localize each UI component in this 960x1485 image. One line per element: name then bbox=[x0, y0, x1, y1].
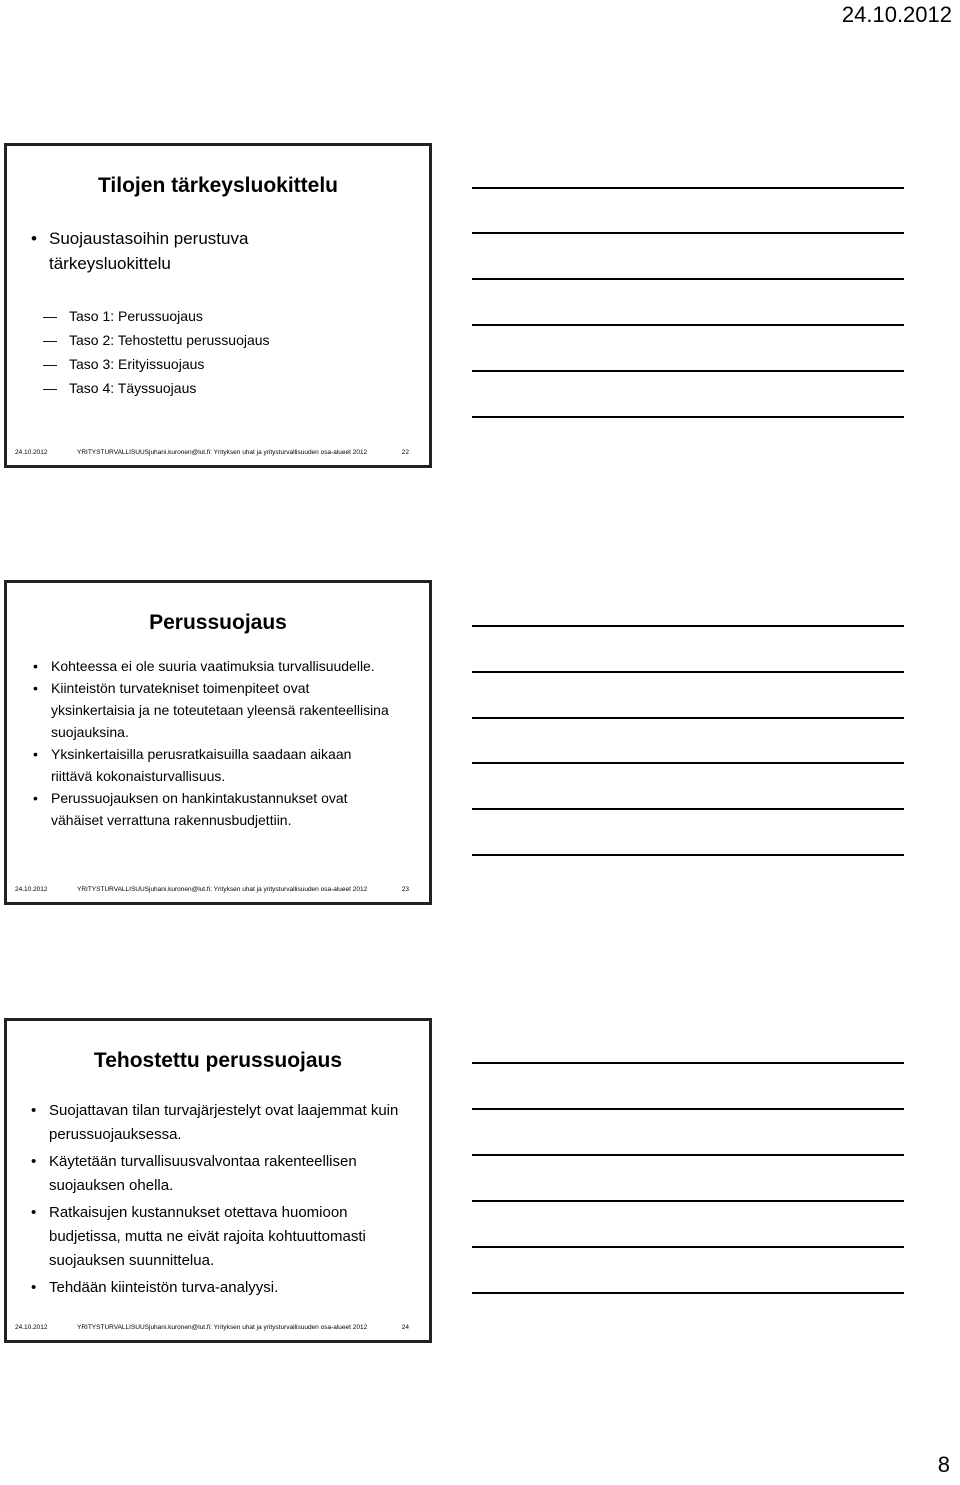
bullet-dot-icon: • bbox=[33, 790, 38, 806]
sub-item: — Taso 4: Täyssuojaus bbox=[43, 376, 270, 400]
sub-item: — Taso 2: Tehostettu perussuojaus bbox=[43, 328, 270, 352]
slide-footer bbox=[15, 449, 409, 456]
bullet-dot-icon: • bbox=[33, 658, 38, 674]
slide-title: Tehostettu perussuojaus bbox=[93, 1049, 343, 1072]
dash-icon: — bbox=[43, 356, 57, 372]
footer-text: YRITYSTURVALLISUUSjuhani.kuronen@lut.fi: Yrityksen uhat ja yritysturvallisuuden osa-alueet 2012 bbox=[77, 1324, 368, 1331]
bullet-item: • Suojattavan tilan turvajärjestelyt ovat laajemmat kuin perussuojauksessa. bbox=[31, 1099, 403, 1147]
note-line bbox=[472, 1108, 904, 1110]
bullet-dot-icon: • bbox=[31, 229, 37, 248]
note-line bbox=[472, 187, 904, 189]
bullet-item: • Yksinkertaisilla perusratkaisuilla saadaan aikaan riittävä kokonaisturvallisuus. bbox=[33, 743, 393, 787]
slide-24 bbox=[4, 1018, 432, 1343]
footer-text: YRITYSTURVALLISUUSjuhani.kuronen@lut.fi: Yrityksen uhat ja yritysturvallisuuden osa-alueet 2012 bbox=[77, 449, 368, 456]
note-line bbox=[472, 854, 904, 856]
sub-item: — Taso 3: Erityissuojaus bbox=[43, 352, 270, 376]
dash-icon: — bbox=[43, 380, 57, 396]
bullet-dot-icon: • bbox=[31, 1204, 37, 1221]
bullet-item: • Kohteessa ei ole suuria vaatimuksia turvallisuudelle. bbox=[33, 655, 393, 677]
note-line bbox=[472, 232, 904, 234]
footer-date: 24.10.2012 bbox=[15, 1324, 48, 1331]
slide-title: Perussuojaus bbox=[149, 611, 287, 634]
bullet-dot-icon: • bbox=[31, 1102, 37, 1119]
footer-date: 24.10.2012 bbox=[15, 886, 48, 893]
bullet-dot-icon: • bbox=[31, 1153, 37, 1170]
slide-title: Tilojen tärkeysluokittelu bbox=[97, 174, 338, 197]
bullet-item: • Perussuojauksen on hankintakustannukset ovat vähäiset verrattuna rakennusbudjettiin. bbox=[33, 787, 393, 831]
bullet-list bbox=[31, 1099, 403, 1300]
page-number: 8 bbox=[937, 1452, 950, 1477]
slide-23 bbox=[4, 580, 432, 905]
bullet-list bbox=[33, 655, 393, 831]
bullet-item: • Tehdään kiinteistön turva-analyysi. bbox=[31, 1276, 403, 1300]
note-line bbox=[472, 324, 904, 326]
slide-22 bbox=[4, 143, 432, 468]
note-line bbox=[472, 671, 904, 673]
page-header-date: 24.10.2012 bbox=[841, 2, 952, 27]
slide-footer bbox=[15, 886, 409, 893]
note-line bbox=[472, 1246, 904, 1248]
note-line bbox=[472, 1062, 904, 1064]
sub-item: — Taso 1: Perussuojaus bbox=[43, 304, 270, 328]
note-line bbox=[472, 1154, 904, 1156]
slide-number: 24 bbox=[401, 1324, 409, 1331]
dash-icon: — bbox=[43, 308, 57, 324]
bullet-dot-icon: • bbox=[33, 680, 38, 696]
dash-icon: — bbox=[43, 332, 57, 348]
slide-number: 22 bbox=[401, 449, 409, 456]
note-line bbox=[472, 1200, 904, 1202]
slide-number: 23 bbox=[401, 886, 409, 893]
note-line bbox=[472, 1292, 904, 1294]
footer-text: YRITYSTURVALLISUUSjuhani.kuronen@lut.fi: Yrityksen uhat ja yritysturvallisuuden osa-alueet 2012 bbox=[77, 886, 368, 893]
bullet-dot-icon: • bbox=[31, 1279, 37, 1296]
sub-item-list bbox=[43, 304, 270, 400]
note-line bbox=[472, 808, 904, 810]
bullet-dot-icon: • bbox=[33, 746, 38, 762]
slide-footer bbox=[15, 1324, 409, 1331]
note-line bbox=[472, 625, 904, 627]
bullet-item: • Ratkaisujen kustannukset otettava huomioon budjetissa, mutta ne eivät rajoita kohtuuttomasti suojauksen suunnittelua. bbox=[31, 1201, 403, 1273]
note-line bbox=[472, 278, 904, 280]
note-line bbox=[472, 762, 904, 764]
footer-date: 24.10.2012 bbox=[15, 449, 48, 456]
bullet-item: • Käytetään turvallisuusvalvontaa rakenteellisen suojauksen ohella. bbox=[31, 1150, 403, 1198]
note-line bbox=[472, 416, 904, 418]
note-line bbox=[472, 370, 904, 372]
note-line bbox=[472, 717, 904, 719]
bullet-item: • Kiinteistön turvatekniset toimenpiteet ovat yksinkertaisia ja ne toteutetaan yleensä rakenteellisina suojauksina. bbox=[33, 677, 393, 743]
bullet-list bbox=[31, 226, 281, 276]
bullet-item: • Suojaustasoihin perustuva tärkeysluokittelu bbox=[31, 226, 281, 276]
